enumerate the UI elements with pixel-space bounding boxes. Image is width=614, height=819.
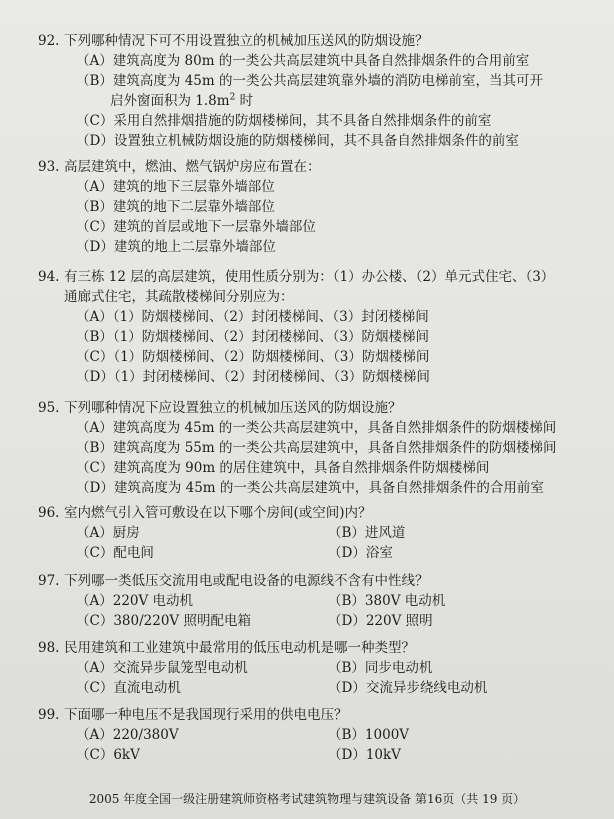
question-stem: 98. 民用建筑和工业建筑中最常用的低压电动机是哪一种类型？ xyxy=(38,640,415,656)
option-label: （C） xyxy=(76,349,114,365)
question-stem: 97. 下列哪一类低压交流用电或配电设备的电源线不含有中性线？ xyxy=(38,573,429,589)
question-99 xyxy=(38,705,598,765)
question-number: 94. xyxy=(38,269,60,285)
option-text: 采用自然排烟措施的防烟楼梯间，其不具备自然排烟条件的前室 xyxy=(113,113,492,129)
option-text: 6kV xyxy=(113,747,140,763)
option-label: （B） xyxy=(76,73,113,89)
option-label: （A） xyxy=(76,660,113,676)
option-text: 建筑的地上二层靠外墙部位 xyxy=(113,239,276,255)
option-a xyxy=(76,51,598,71)
option-label: （B） xyxy=(328,660,365,676)
option-text: 建筑高度为 90m 的居住建筑中，具备自然排烟条件防烟楼梯间 xyxy=(113,460,490,476)
option-b xyxy=(328,658,568,678)
option-label: （A） xyxy=(76,593,113,609)
option-d xyxy=(76,367,598,387)
option-label: （A） xyxy=(76,179,113,195)
option-a xyxy=(76,591,328,611)
option-text: 建筑高度为 45m 的一类公共高层建筑中，具备自然排烟条件的合用前室 xyxy=(113,480,544,496)
option-label: （B） xyxy=(76,440,113,456)
option-text: 厨房 xyxy=(112,525,140,541)
option-text: 设置独立机械防烟设施的防烟楼梯间，其不具备自然排烟条件的前室 xyxy=(113,133,519,149)
option-text: 建筑的地下二层靠外墙部位 xyxy=(112,199,275,215)
option-label: （C） xyxy=(76,747,114,763)
question-stem: 95. 下列哪种情况下应设置独立的机械加压送风的防烟设施？ xyxy=(38,400,402,416)
option-text: 交流异步绕线电动机 xyxy=(365,680,488,696)
question-stem: 92. 下列哪种情况下可不用设置独立的机械加压送风的防烟设施？ xyxy=(38,33,429,49)
question-97 xyxy=(38,571,598,631)
option-b: （B）建筑高度为 45m 的一类公共高层建筑靠外墙的消防电梯前室，当其可开 启外窗面积为 $1.8m^2$ 时 xyxy=(76,73,543,109)
option-c xyxy=(76,217,598,237)
option-text: 浴室 xyxy=(365,545,393,561)
option-c xyxy=(76,611,328,631)
option-c xyxy=(76,678,328,698)
question-number: 95. xyxy=(38,400,60,416)
question-number: 98. xyxy=(38,640,60,656)
option-text: 同步电动机 xyxy=(364,660,433,676)
option-b xyxy=(76,327,598,347)
option-text: 380V 电动机 xyxy=(364,593,446,609)
option-label: （C） xyxy=(76,680,114,696)
option-a xyxy=(76,725,328,745)
option-d xyxy=(328,543,568,563)
question-stem: 93. 高层建筑中，燃油、燃气锅炉房应布置在： xyxy=(38,159,321,175)
option-label: （D） xyxy=(328,680,366,696)
question-number: 99. xyxy=(38,707,60,723)
option-d xyxy=(76,478,598,498)
option-label: （A） xyxy=(76,309,113,325)
option-c xyxy=(76,745,328,765)
option-label: （D） xyxy=(76,239,114,255)
option-d xyxy=(328,745,568,765)
question-95 xyxy=(38,398,598,498)
option-text: （1）防烟楼梯间、（2）封闭楼梯间、（3）防烟楼梯间 xyxy=(112,329,429,345)
option-a xyxy=(76,307,598,327)
option-label: （B） xyxy=(328,525,365,541)
question-96 xyxy=(38,503,598,563)
option-label: （A） xyxy=(76,420,113,436)
option-text: （1）封闭楼梯间、（2）封闭楼梯间、（3）防烟楼梯间 xyxy=(113,369,430,385)
option-text: 建筑高度为 80m 的一类公共高层建筑中具备自然排烟条件的合用前室 xyxy=(112,53,530,69)
option-label: （C） xyxy=(76,219,114,235)
option-label: （D） xyxy=(76,480,114,496)
option-text: 380/220V 照明配电箱 xyxy=(113,613,251,629)
option-b xyxy=(328,725,568,745)
option-label: （A） xyxy=(76,727,113,743)
page-footer: 2005 年度全国一级注册建筑师资格考试建筑物理与建筑设备 第16页（共 19 页） xyxy=(88,792,526,806)
option-label: （C） xyxy=(76,113,114,129)
question-stem: 94. 有三栋 12 层的高层建筑，使用性质分别为：（1）办公楼、（2）单元式住宅、（3） xyxy=(38,269,555,285)
option-a xyxy=(76,177,598,197)
option-c xyxy=(76,111,598,131)
option-text: 220V 电动机 xyxy=(112,593,194,609)
option-label: （D） xyxy=(76,133,114,149)
option-b xyxy=(328,591,568,611)
option-text: 10kV xyxy=(365,747,401,763)
option-text: 进风道 xyxy=(364,525,406,541)
question-number: 97. xyxy=(38,573,60,589)
question-92 xyxy=(38,31,598,151)
option-label: （D） xyxy=(76,369,114,385)
option-text: 建筑的首层或地下一层靠外墙部位 xyxy=(113,219,316,235)
option-label: （B） xyxy=(76,329,113,345)
option-text: 直流电动机 xyxy=(113,680,181,696)
option-label: （C） xyxy=(76,545,114,561)
question-93 xyxy=(38,157,598,257)
question-number: 92. xyxy=(38,33,60,49)
option-text: 建筑的地下三层靠外墙部位 xyxy=(112,179,275,195)
option-text: 建筑高度为 45m 的一类公共高层建筑中，具备自然排烟条件的防烟楼梯间 xyxy=(112,420,557,436)
option-label: （D） xyxy=(328,613,366,629)
option-d xyxy=(76,237,598,257)
option-d xyxy=(76,131,598,151)
option-a xyxy=(76,418,598,438)
option-label: （B） xyxy=(328,727,365,743)
option-label: （C） xyxy=(76,613,114,629)
option-label: （D） xyxy=(328,747,366,763)
option-text: （1）防烟楼梯间、（2）封闭楼梯间、（3）封闭楼梯间 xyxy=(112,309,429,325)
option-text: 配电间 xyxy=(113,545,154,561)
option-text: 建筑高度为 55m 的一类公共高层建筑中，具备自然排烟条件的防烟楼梯间 xyxy=(112,440,557,456)
option-text: （1）防烟楼梯间、（2）防烟楼梯间、（3）防烟楼梯间 xyxy=(113,349,430,365)
question-94 xyxy=(38,267,598,387)
option-label: （C） xyxy=(76,460,114,476)
option-text: 1000V xyxy=(364,727,410,743)
option-text: 建筑高度为 45m 的一类公共高层建筑靠外墙的消防电梯前室，当其可开 xyxy=(112,73,543,89)
question-stem: 96. 室内燃气引入管可敷设在以下哪个房间(或空间)内？ xyxy=(38,505,372,521)
option-c xyxy=(76,347,598,367)
question-number: 96. xyxy=(38,505,60,521)
option-label: （B） xyxy=(328,593,365,609)
option-b xyxy=(76,438,598,458)
option-b xyxy=(76,197,598,217)
question-98 xyxy=(38,638,598,698)
option-label: （B） xyxy=(76,199,113,215)
question-number: 93. xyxy=(38,159,60,175)
option-text: 220V 照明 xyxy=(365,613,433,629)
option-text: 交流异步鼠笼型电动机 xyxy=(112,660,248,676)
option-a xyxy=(76,658,328,678)
option-label: （D） xyxy=(328,545,366,561)
option-c xyxy=(76,458,598,478)
question-stem-continued: 通廊式住宅，其疏散楼梯间分别应为： xyxy=(64,289,294,305)
option-d xyxy=(328,678,568,698)
option-text: 220/380V xyxy=(112,727,179,743)
option-label: （A） xyxy=(76,525,113,541)
option-a xyxy=(76,523,328,543)
option-b xyxy=(328,523,568,543)
question-stem: 99. 下面哪一种电压不是我国现行采用的供电电压？ xyxy=(38,707,348,723)
option-d xyxy=(328,611,568,631)
option-label: （A） xyxy=(76,53,113,69)
option-c xyxy=(76,543,328,563)
